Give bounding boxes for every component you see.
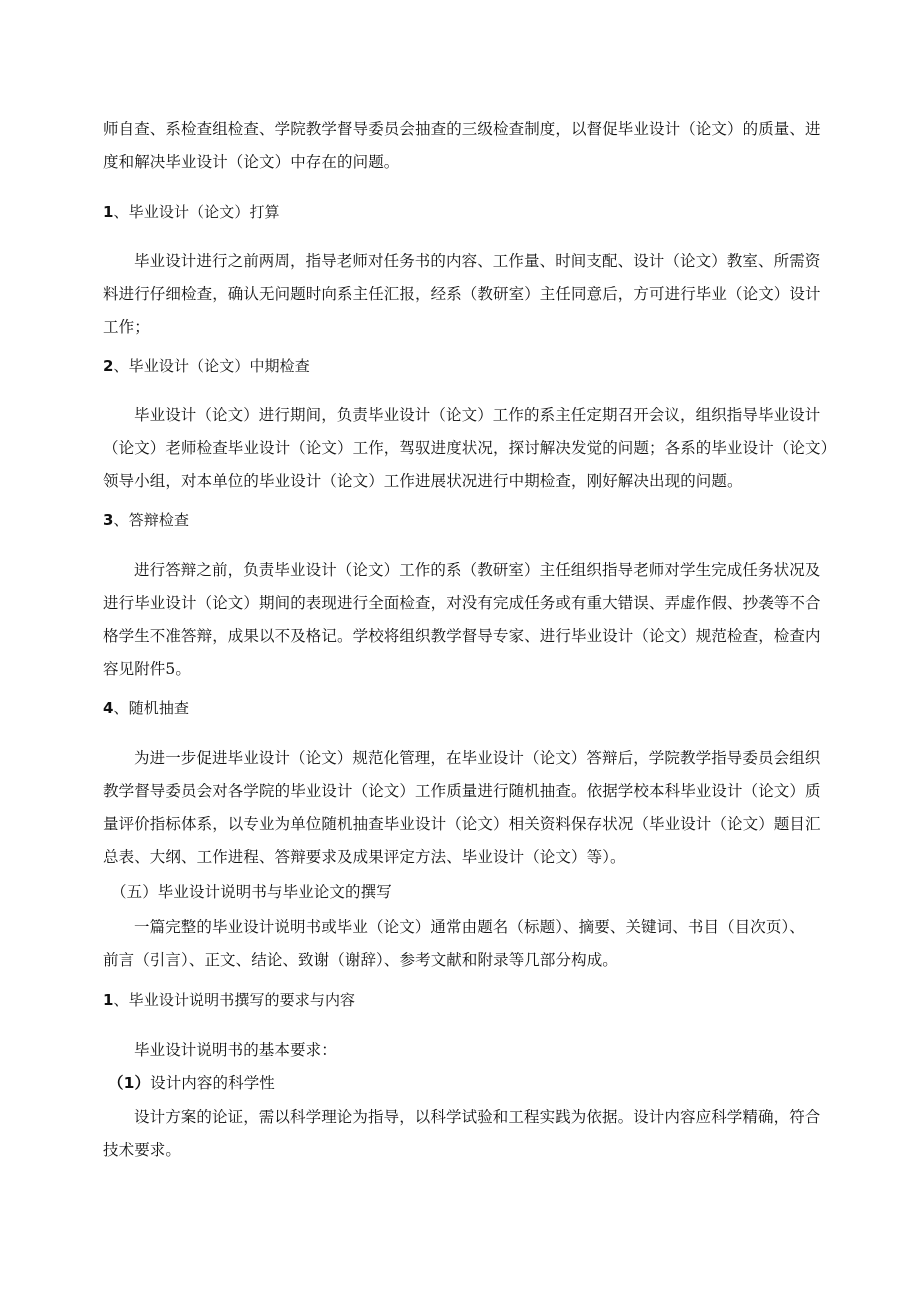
intro-line-1: 师自查、系检查组检查、学院教学督导委员会抽查的三级检查制度，以督促毕业设计（论文）的质量、进 [103, 120, 821, 138]
p1-line-3: 工作； [103, 318, 150, 336]
p3-line-4: 容见附件5。 [103, 660, 191, 678]
heading-3-number: 3 [103, 511, 114, 529]
heading-4-number: 4 [103, 699, 114, 717]
p2-line-2: （论文）老师检查毕业设计（论文）工作，驾驭进度状况，探讨解决发觉的问题；各系的毕业设计（论文） [103, 439, 837, 457]
heading-1-text: 、毕业设计（论文）打算 [113, 203, 280, 221]
heading-6 [108, 1073, 838, 1093]
p3-line-1: 进行答辩之前，负责毕业设计（论文）工作的系（教研室）主任组织指导老师对学生完成任务状况及 [134, 561, 821, 579]
heading-5-number: 1 [103, 991, 114, 1009]
p2-line-3: 领导小组，对本单位的毕业设计（论文）工作进展状况进行中期检查，刚好解决出现的问题。 [103, 472, 743, 490]
p4-line-3: 量评价指标体系，以专业为单位随机抽查毕业设计（论文）相关资料保存状况（毕业设计（论文）题目汇 [103, 815, 821, 833]
heading-3-text: 、答辩检查 [113, 511, 190, 529]
heading-2-number: 2 [103, 357, 114, 375]
p4-line-1: 为进一步促进毕业设计（论文）规范化管理，在毕业设计（论文）答辩后，学院教学指导委员会组织 [134, 749, 821, 767]
heading-1-number: 1 [103, 203, 114, 221]
heading-3 [103, 510, 833, 530]
heading-2 [103, 356, 833, 376]
p1-line-1: 毕业设计进行之前两周，指导老师对任务书的内容、工作量、时间支配、设计（论文）教室、所需资 [134, 252, 821, 270]
p7-line-2: 技术要求。 [103, 1141, 182, 1159]
heading-6-text: 设计内容的科学性 [150, 1074, 275, 1092]
p6-line: 毕业设计说明书的基本要求： [134, 1041, 337, 1059]
intro-line-2: 度和解决毕业设计（论文）中存在的问题。 [103, 153, 400, 171]
p5-line-1: 一篇完整的毕业设计说明书或毕业（论文）通常由题名（标题）、摘要、关键词、书目（目次页）、 [134, 918, 805, 936]
heading-4-text: 、随机抽查 [113, 699, 190, 717]
heading-5 [103, 990, 833, 1010]
p5-line-2: 前言（引言）、正文、结论、致谢（谢辞）、参考文献和附录等几部分构成。 [103, 951, 618, 969]
p1-line-2: 料进行仔细检查，确认无问题时向系主任汇报，经系（教研室）主任同意后，方可进行毕业（论文）设计 [103, 285, 821, 303]
heading-1 [103, 202, 833, 222]
heading-5-text: 、毕业设计说明书撰写的要求与内容 [113, 991, 356, 1009]
heading-6-number: （1） [108, 1074, 151, 1092]
p3-line-2: 进行毕业设计（论文）期间的表现进行全面检查，对没有完成任务或有重大错误、弄虚作假、抄袭等不合 [103, 594, 821, 612]
heading-4 [103, 698, 833, 718]
p7-line-1: 设计方案的论证，需以科学理论为指导，以科学试验和工程实践为依据。设计内容应科学精确，符合 [134, 1108, 821, 1126]
p4-line-4: 总表、大纲、工作进程、答辩要求及成果评定方法、毕业设计（论文）等）。 [103, 848, 626, 866]
p2-line-1: 毕业设计（论文）进行期间，负责毕业设计（论文）工作的系主任定期召开会议，组织指导毕业设计 [134, 406, 821, 424]
p4-line-2: 教学督导委员会对各学院的毕业设计（论文）工作质量进行随机抽查。依据学校本科毕业设计（论文）质 [103, 782, 821, 800]
p3-line-3: 格学生不准答辩，成果以不及格记。学校将组织教学督导专家、进行毕业设计（论文）规范检查，检查内 [103, 627, 821, 645]
section-5-heading: （五）毕业设计说明书与毕业论文的撰写 [111, 883, 392, 901]
heading-2-text: 、毕业设计（论文）中期检查 [113, 357, 310, 375]
